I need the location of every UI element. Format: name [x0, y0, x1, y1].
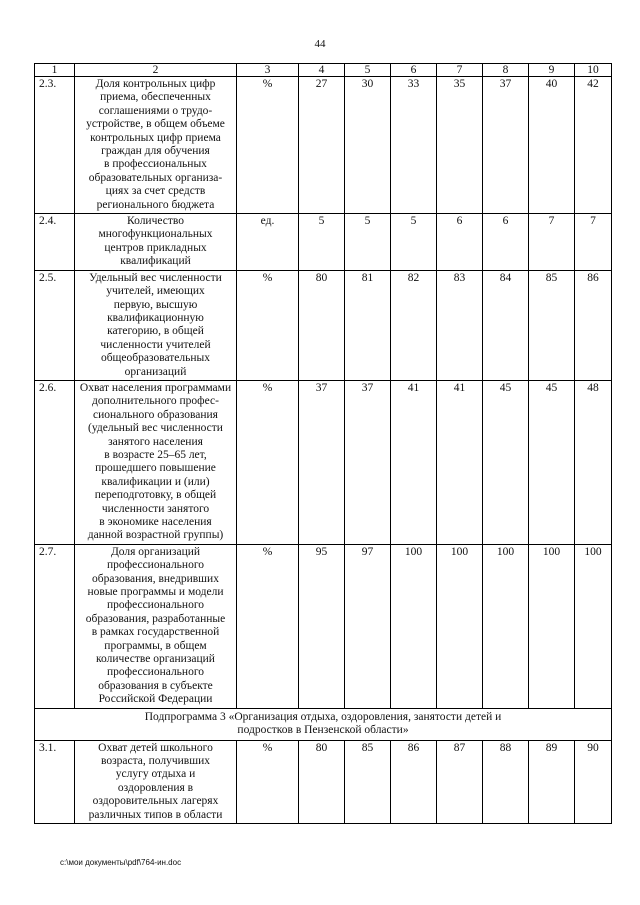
unit-cell: ед.	[237, 214, 299, 271]
description-line: Удельный вес численности	[89, 271, 222, 284]
value-cell: 35	[437, 77, 483, 214]
value-cell: 6	[483, 214, 529, 271]
table-row	[35, 740, 612, 823]
description-line: многофункциональных	[98, 228, 213, 241]
column-header: 7	[437, 64, 483, 77]
description-line: образовательных организа-	[88, 171, 223, 184]
description-line: квалификационную	[107, 311, 204, 324]
indicator-description	[75, 77, 237, 214]
description-line: (удельный вес численности	[88, 422, 223, 435]
description-line: Российской Федерации	[98, 693, 213, 706]
indicator-description	[75, 380, 237, 544]
page-number: 44	[314, 38, 326, 50]
table-row	[35, 380, 612, 544]
value-cell: 85	[529, 270, 575, 380]
value-cell: 89	[529, 740, 575, 823]
description-line: возраста, получивших	[101, 754, 210, 767]
value-cell: 40	[529, 77, 575, 214]
value-cell: 41	[437, 380, 483, 544]
description-line: услугу отдыха и	[115, 768, 196, 781]
value-cell: 83	[437, 270, 483, 380]
description-line: образования, разработанные	[85, 612, 226, 625]
description-line: различных типов в области	[88, 808, 223, 821]
value-cell: 100	[391, 544, 437, 708]
indicators-table	[34, 63, 612, 824]
value-cell: 42	[575, 77, 612, 214]
value-cell: 80	[299, 270, 345, 380]
row-number: 2.4.	[35, 214, 75, 271]
row-number: 2.5.	[35, 270, 75, 380]
file-path-footer: c:\мои документы\pdf\764-ин.doc	[60, 858, 182, 867]
description-line: квалификаций	[120, 255, 191, 268]
description-line: оздоровительных лагерях	[92, 795, 219, 808]
description-line: оздоровления в	[117, 781, 194, 794]
description-line: циях за счет средств	[105, 185, 206, 198]
description-line: сионального образования	[93, 408, 218, 421]
description-line: в экономике населения	[99, 516, 212, 528]
column-header: 10	[575, 64, 612, 77]
unit-cell: %	[237, 77, 299, 214]
value-cell: 48	[575, 380, 612, 544]
value-cell: 7	[529, 214, 575, 271]
value-cell: 86	[391, 740, 437, 823]
description-line: соглашениями о трудо-	[98, 104, 213, 117]
description-line: занятого населения	[108, 435, 203, 448]
description-line: прошедшего повышение	[95, 462, 216, 475]
description-line: в профессиональных	[104, 158, 207, 171]
value-cell: 45	[483, 380, 529, 544]
description-line: новые программы и модели	[87, 586, 224, 599]
description-line: приема, обеспеченных	[100, 91, 211, 104]
value-cell: 30	[345, 77, 391, 214]
description-line: численности занятого	[101, 502, 210, 515]
description-line: учителей, имеющих	[106, 285, 205, 298]
description-line: квалификации и (или)	[101, 475, 210, 488]
value-cell: 97	[345, 544, 391, 708]
value-cell: 5	[391, 214, 437, 271]
description-line: Охват детей школьного	[98, 741, 213, 754]
description-line: Охват населения программами	[79, 381, 232, 394]
description-line: численности учителей	[100, 338, 211, 351]
value-cell: 88	[483, 740, 529, 823]
description-line: данной возрастной группы)	[87, 529, 224, 542]
description-line: программы, в общем	[104, 639, 207, 652]
value-cell: 100	[483, 544, 529, 708]
subprogram-row	[35, 708, 612, 740]
description-line: образования в субъекте	[98, 679, 213, 692]
value-cell: 45	[529, 380, 575, 544]
column-header: 9	[529, 64, 575, 77]
table-row	[35, 214, 612, 271]
value-cell: 86	[575, 270, 612, 380]
value-cell: 6	[437, 214, 483, 271]
value-cell: 82	[391, 270, 437, 380]
table-row	[35, 270, 612, 380]
description-line: дополнительного профес-	[92, 395, 219, 408]
description-line: Количество	[127, 215, 184, 228]
value-cell: 85	[345, 740, 391, 823]
description-line: в рамках государственной	[91, 626, 220, 639]
value-cell: 5	[299, 214, 345, 271]
value-cell: 37	[483, 77, 529, 214]
column-header: 2	[75, 64, 237, 77]
description-line: профессионального	[106, 559, 205, 572]
description-line: общеобразовательных	[100, 352, 211, 365]
value-cell: 100	[575, 544, 612, 708]
description-line: категорию, в общей	[107, 325, 204, 338]
row-number: 2.6.	[35, 380, 75, 544]
unit-cell: %	[237, 740, 299, 823]
subprogram-heading-line: подростков в Пензенской области»	[237, 724, 409, 737]
value-cell: 100	[437, 544, 483, 708]
column-header: 3	[237, 64, 299, 77]
value-cell: 7	[575, 214, 612, 271]
description-line: контрольных цифр приема	[90, 131, 221, 144]
description-line: организаций	[124, 365, 187, 378]
unit-cell: %	[237, 380, 299, 544]
description-line: первую, высшую	[113, 298, 198, 311]
row-number: 3.1.	[35, 740, 75, 823]
unit-cell: %	[237, 270, 299, 380]
column-header: 1	[35, 64, 75, 77]
value-cell: 80	[299, 740, 345, 823]
unit-cell: %	[237, 544, 299, 708]
table-row	[35, 544, 612, 708]
description-line: профессионального	[106, 599, 205, 612]
indicator-description	[75, 270, 237, 380]
description-line: Доля организаций	[110, 545, 201, 558]
column-header-row	[35, 64, 612, 77]
column-header: 8	[483, 64, 529, 77]
value-cell: 87	[437, 740, 483, 823]
description-line: устройстве, в общем объеме	[86, 118, 225, 131]
column-header: 6	[391, 64, 437, 77]
description-line: количестве организаций	[96, 653, 215, 666]
indicator-description	[75, 544, 237, 708]
description-line: переподготовку, в общей	[94, 489, 217, 502]
description-line: профессионального	[106, 666, 205, 679]
value-cell: 95	[299, 544, 345, 708]
value-cell: 37	[299, 380, 345, 544]
subprogram-heading	[35, 708, 612, 740]
value-cell: 37	[345, 380, 391, 544]
column-header: 5	[345, 64, 391, 77]
value-cell: 100	[529, 544, 575, 708]
indicator-description	[75, 740, 237, 823]
indicator-description	[75, 214, 237, 271]
value-cell: 33	[391, 77, 437, 214]
description-line: центров прикладных	[104, 241, 207, 254]
row-number: 2.7.	[35, 544, 75, 708]
description-line: граждан для обучения	[101, 145, 210, 158]
description-line: в возрасте 25–65 лет,	[104, 448, 207, 461]
description-line: Доля контрольных цифр	[95, 78, 216, 90]
value-cell: 84	[483, 270, 529, 380]
value-cell: 5	[345, 214, 391, 271]
value-cell: 90	[575, 740, 612, 823]
value-cell: 27	[299, 77, 345, 214]
description-line: регионального бюджета	[96, 198, 215, 211]
subprogram-heading-line: Подпрограмма 3 «Организация отдыха, оздоровления, занятости детей и	[144, 710, 502, 723]
description-line: образования, внедривших	[92, 572, 219, 585]
row-number: 2.3.	[35, 77, 75, 214]
value-cell: 41	[391, 380, 437, 544]
value-cell: 81	[345, 270, 391, 380]
table-row	[35, 77, 612, 214]
column-header: 4	[299, 64, 345, 77]
